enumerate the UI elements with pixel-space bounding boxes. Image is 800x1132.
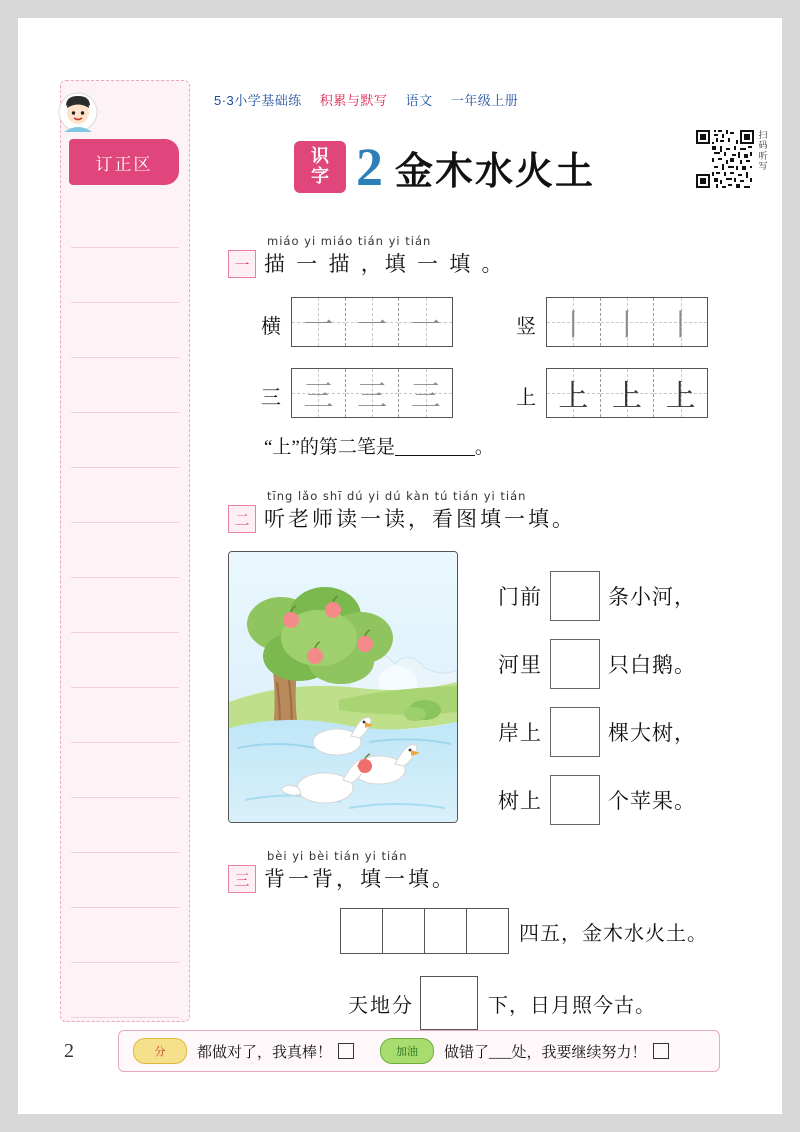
series-sub2: 语文 xyxy=(405,93,433,108)
self-eval-label-1: 都做对了，我真棒！ xyxy=(197,1044,333,1061)
score-badge: 分 xyxy=(133,1038,187,1064)
fill-row-4[interactable] xyxy=(498,775,696,825)
recite-cell[interactable] xyxy=(383,909,425,953)
fill-row-4-before: 树上 xyxy=(498,789,542,813)
stroke-grid-san[interactable] xyxy=(291,368,453,418)
page-number: 2 xyxy=(64,1040,74,1062)
trace-char: 上 xyxy=(612,380,642,413)
trace-char: 一 xyxy=(410,309,441,342)
stroke-grid-shang[interactable] xyxy=(546,368,708,418)
lesson-type-char2: 字 xyxy=(311,166,329,186)
recite-row-2-box[interactable] xyxy=(420,976,478,1030)
self-eval-text-1 xyxy=(197,1041,354,1062)
trace-char: 三 xyxy=(410,380,441,413)
encourage-badge: 加油 xyxy=(380,1038,434,1064)
fill-row-3-before: 岸上 xyxy=(498,721,542,745)
section-1-pinyin: miáo yi miáo tián yi tián xyxy=(267,234,432,248)
fill-row-4-after: 个苹果。 xyxy=(608,789,696,813)
stroke-grid-shu[interactable] xyxy=(546,297,708,347)
lesson-type-char1: 识 xyxy=(311,146,329,167)
recite-cell[interactable] xyxy=(425,909,467,953)
stroke-label-heng: 横 xyxy=(261,316,281,338)
stroke-grid-heng[interactable] xyxy=(291,297,453,347)
grid-cell[interactable] xyxy=(292,369,346,417)
recite-row-1[interactable] xyxy=(340,908,708,954)
fill-row-2[interactable] xyxy=(498,639,696,689)
self-eval-text-2 xyxy=(444,1041,669,1062)
self-eval-checkbox-2[interactable] xyxy=(653,1043,669,1059)
section-3-instruction: 背一背，填一填。 xyxy=(264,867,456,891)
series-name: 5·3小学基础练 xyxy=(214,93,302,108)
recite-grid[interactable] xyxy=(340,908,509,954)
grid-cell[interactable] xyxy=(346,369,400,417)
grid-cell[interactable] xyxy=(346,298,400,346)
self-eval-checkbox-1[interactable] xyxy=(338,1043,354,1059)
lesson-title-row xyxy=(294,136,595,198)
stroke-label-san: 三 xyxy=(261,387,281,409)
trace-char: 丨 xyxy=(665,309,696,342)
lesson-type-badge xyxy=(294,141,346,193)
worksheet-page xyxy=(18,18,782,1114)
self-eval-label-2: 做错了___处，我要继续努力！ xyxy=(444,1044,647,1061)
book-series-header xyxy=(214,90,532,109)
fill-row-3[interactable] xyxy=(498,707,696,757)
fill-row-1[interactable] xyxy=(498,571,696,621)
stroke-label-shang: 上 xyxy=(516,387,536,409)
fill-row-3-after: 棵大树， xyxy=(608,721,696,745)
series-sub1: 积累与默写 xyxy=(319,93,388,108)
trace-char: 丨 xyxy=(558,309,589,342)
question-suffix: 。 xyxy=(474,437,494,458)
fill-row-2-box[interactable] xyxy=(550,639,600,689)
grid-cell[interactable] xyxy=(292,298,346,346)
correction-area[interactable] xyxy=(60,80,190,1022)
fill-row-2-before: 河里 xyxy=(498,653,542,677)
fill-row-2-after: 只白鹅。 xyxy=(608,653,696,677)
correction-lines xyxy=(61,193,189,1021)
grid-cell[interactable] xyxy=(547,369,601,417)
trace-char: 上 xyxy=(558,380,589,413)
trace-char: 一 xyxy=(303,309,334,342)
student-avatar-icon xyxy=(56,90,100,134)
correction-tab-label: 订正区 xyxy=(69,139,179,185)
grid-cell[interactable] xyxy=(601,298,655,346)
fill-row-1-box[interactable] xyxy=(550,571,600,621)
trace-char: 丨 xyxy=(612,309,642,342)
fill-row-4-box[interactable] xyxy=(550,775,600,825)
section-1-instruction: 描 一 描 ，填 一 填 。 xyxy=(264,252,506,276)
section-2-number: 二 xyxy=(228,505,256,533)
recite-cell[interactable] xyxy=(467,909,508,953)
section-1-number: 一 xyxy=(228,250,256,278)
fill-row-3-box[interactable] xyxy=(550,707,600,757)
recite-row-2-prefix: 天地分 xyxy=(348,994,414,1017)
recite-row-2[interactable] xyxy=(348,976,656,1030)
qr-code-icon[interactable] xyxy=(696,130,754,188)
grid-cell[interactable] xyxy=(601,369,655,417)
section-1-question xyxy=(264,432,494,459)
trace-char: 一 xyxy=(357,309,387,342)
lesson-number: 2 xyxy=(356,137,383,197)
fill-row-1-before: 门前 xyxy=(498,585,542,609)
recite-cell[interactable] xyxy=(341,909,383,953)
grid-cell[interactable] xyxy=(399,298,452,346)
grid-cell[interactable] xyxy=(547,298,601,346)
section-2-instruction: 听老师读一读，看图填一填。 xyxy=(264,507,576,531)
grid-cell[interactable] xyxy=(654,298,707,346)
stroke-label-shu: 竖 xyxy=(516,316,536,338)
trace-char: 三 xyxy=(357,380,387,413)
series-sub3: 一年级上册 xyxy=(450,93,519,108)
lesson-title: 金木水火土 xyxy=(395,150,596,193)
section-2-pinyin: tīng lǎo shī dú yi dú kàn tú tián yi tián xyxy=(267,489,527,503)
question-prefix: “上”的第二笔是 xyxy=(264,437,395,458)
grid-cell[interactable] xyxy=(399,369,452,417)
recite-row-1-text: 四五，金木水火土。 xyxy=(519,922,708,945)
grid-cell[interactable] xyxy=(654,369,707,417)
section-3-number: 三 xyxy=(228,865,256,893)
trace-char: 上 xyxy=(665,380,696,413)
trace-char: 三 xyxy=(303,380,334,413)
illustration-pond-scene xyxy=(228,551,458,823)
recite-row-2-suffix: 下，日月照今古。 xyxy=(488,994,656,1017)
fill-row-1-after: 条小河， xyxy=(608,585,696,609)
qr-code-label: 扫码听写 xyxy=(758,130,768,172)
section-3-pinyin: bèi yi bèi tián yi tián xyxy=(267,849,408,863)
self-evaluation-bar[interactable] xyxy=(118,1030,720,1072)
answer-blank[interactable] xyxy=(395,436,475,456)
